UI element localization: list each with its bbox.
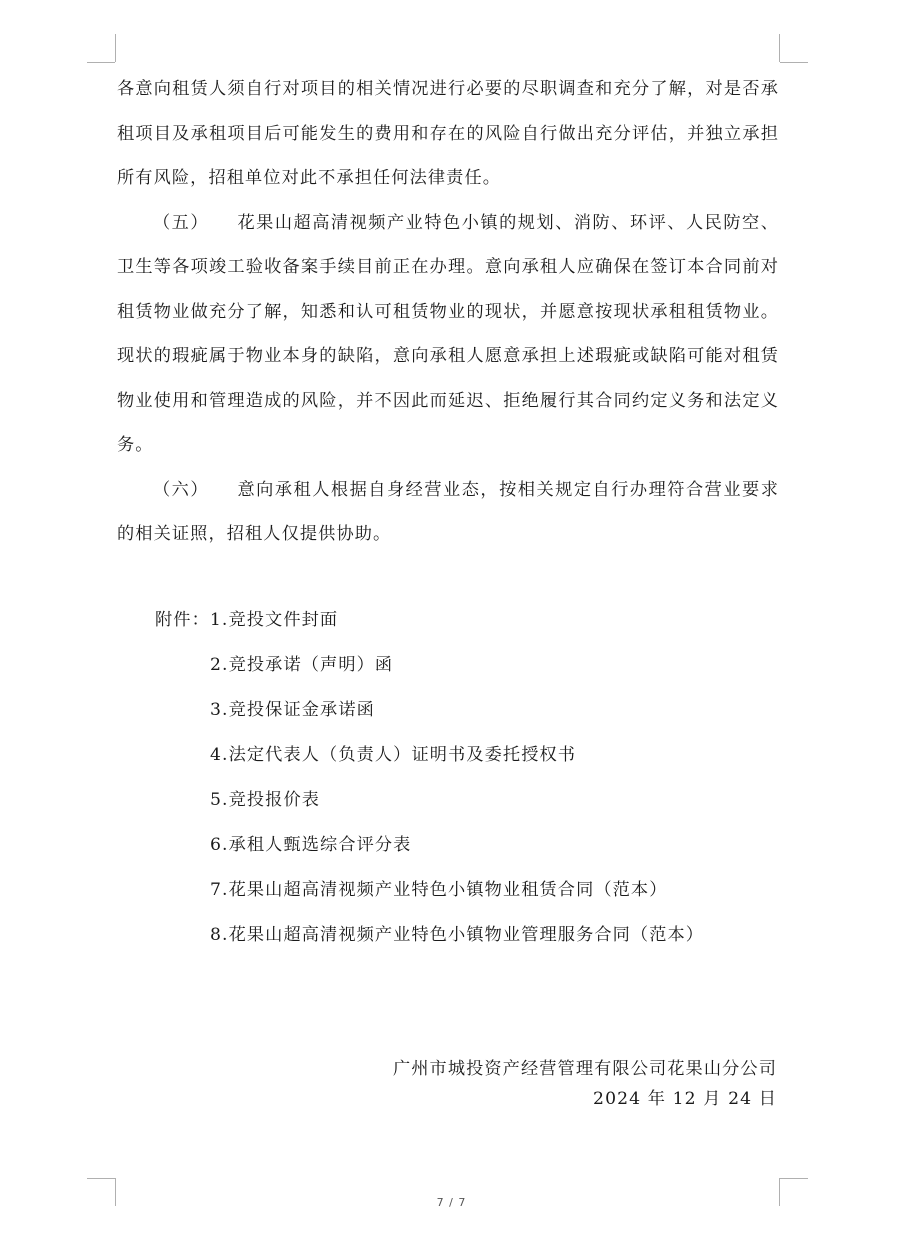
crop-mark-top-right-v	[779, 34, 780, 62]
crop-mark-bottom-right-h	[780, 1178, 808, 1179]
paragraph-text: 意向承租人根据自身经营业态，按相关规定自行办理符合营业要求的相关证照，招租人仅提供协助。	[117, 479, 779, 544]
attachment-item: 2.竞投承诺（声明）函	[210, 655, 394, 675]
paragraph-number: （六）	[153, 479, 210, 500]
attachment-item: 6.承租人甄选综合评分表	[210, 835, 412, 855]
crop-mark-top-left-v	[115, 34, 116, 62]
signature-date: 2024 年 12 月 24 日	[593, 1089, 777, 1109]
attachment-item: 7.花果山超高清视频产业特色小镇物业租赁合同（范本）	[210, 880, 668, 900]
attachments-label: 附件：	[155, 610, 210, 630]
paragraph-six	[117, 468, 779, 557]
signature-block	[393, 1054, 777, 1114]
paragraph-continued	[117, 67, 779, 201]
attachment-item: 8.花果山超高清视频产业特色小镇物业管理服务合同（范本）	[210, 925, 705, 945]
crop-mark-top-right-h	[780, 62, 808, 63]
paragraph-five	[117, 201, 779, 468]
crop-mark-bottom-left-h	[87, 1178, 115, 1179]
attachment-item-text: 1.竞投文件封面	[209, 610, 339, 630]
crop-mark-top-left-h	[87, 62, 115, 63]
attachment-item	[155, 598, 704, 643]
page-number: 7 / 7	[436, 1196, 467, 1209]
attachment-item: 4.法定代表人（负责人）证明书及委托授权书	[210, 745, 577, 765]
attachment-item: 5.竞投报价表	[210, 790, 321, 810]
paragraph-text: 各意向租赁人须自行对项目的相关情况进行必要的尽职调查和充分了解，对是否承租项目及承租项目后可能发生的费用和存在的风险自行做出充分评估，并独立承担所有风险，招租单位对此不承担任何法律责任。	[117, 79, 779, 188]
body-text	[117, 67, 779, 557]
signature-org: 广州市城投资产经营管理有限公司花果山分公司	[392, 1059, 777, 1079]
attachment-item: 3.竞投保证金承诺函	[210, 700, 375, 720]
attachments-list	[155, 598, 704, 958]
paragraph-text: 花果山超高清视频产业特色小镇的规划、消防、环评、人民防空、卫生等各项竣工验收备案手续目前正在办理。意向承租人应确保在签订本合同前对租赁物业做充分了解，知悉和认可租赁物业的现状，并愿意按现状承租租赁物业。现状的瑕疵属于物业本身的缺陷，意向承租人愿意承担上述瑕疵或缺陷可能对租赁物业使用和管理造成的风险，并不因此而延迟、拒绝履行其合同约定义务和法定义务。	[117, 212, 779, 455]
paragraph-number: （五）	[153, 212, 210, 233]
